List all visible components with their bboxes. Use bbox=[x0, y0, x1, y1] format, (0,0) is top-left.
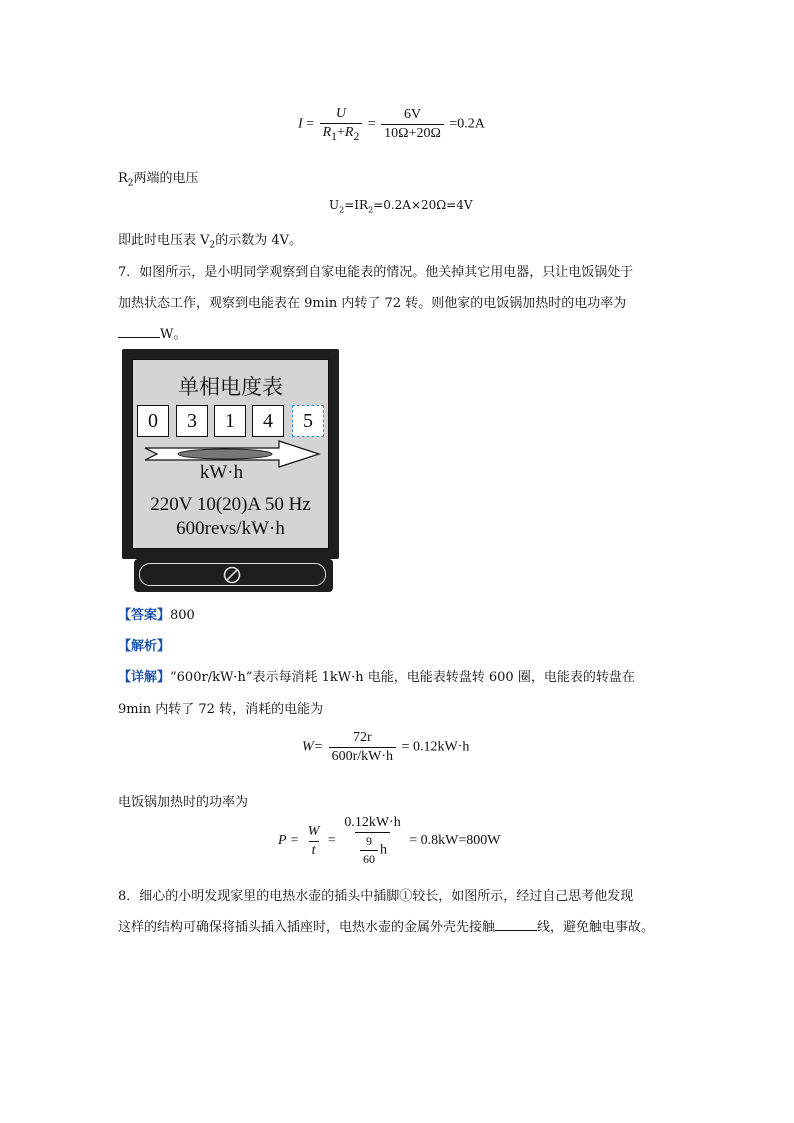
meter-digit: 1 bbox=[214, 405, 246, 437]
no-symbol-icon bbox=[222, 565, 242, 585]
r2-voltage-label: $R_2$两端的电压 bbox=[118, 171, 199, 189]
detail-line-2: 9min 内转了 72 转，消耗的电能为 bbox=[118, 702, 324, 717]
meter-spec-rating: 220V 10(20)A 50 Hz bbox=[150, 494, 311, 515]
energy-formula: W= $\frac{72r}{600r/kW\cdot h}$ = 0.12kW·h bbox=[302, 730, 470, 764]
question-8-line-1: 8．细心的小明发现家里的电热水壶的插头中插脚①较长，如图所示，经过自己思考他发现 bbox=[118, 889, 634, 904]
meter-digit: 3 bbox=[176, 405, 208, 437]
question-8-line-2: 这样的结构可确保将插头插入插座时，电热水壶的金属外壳先接触 线，避免触电事故。 bbox=[118, 920, 655, 935]
answer-blank[interactable] bbox=[495, 930, 537, 931]
question-7-line-3: W。 bbox=[118, 323, 186, 342]
meter-digit: 0 bbox=[137, 405, 169, 437]
analysis-tag: 【解析】 bbox=[118, 639, 171, 654]
question-7-line-1: 7．如图所示，是小明同学观察到自家电能表的情况。他关掉其它用电器，只让电饭锅处于 bbox=[118, 265, 634, 280]
meter-spec-revs: 600revs/kW·h bbox=[176, 518, 285, 539]
meter-digit-decimal: 5 bbox=[292, 405, 324, 437]
detail-tag: 【详解】 bbox=[118, 670, 171, 685]
detail-line-1: 【详解】“600r/kW·h”表示每消耗 1kW·h 电能，电能表转盘转 600 圈，电能表的转盘在 bbox=[118, 670, 635, 685]
u2-equation: $U_2=IR_2=0.2A\times 20\Omega=4V$ bbox=[329, 198, 473, 215]
answer-blank[interactable] bbox=[118, 337, 160, 338]
meter-digit: 4 bbox=[252, 405, 284, 437]
answer-tag: 【答案】 bbox=[118, 608, 171, 623]
current-formula: I = $\frac{U}{R_1+R_2}$ = $\frac{6V}{10\Omega+20\Omega}$ =0.2A bbox=[298, 106, 485, 143]
fraction-u-over-r: $\frac{U}{R_1+R_2}$ bbox=[320, 106, 363, 143]
meter-unit: kW·h bbox=[199, 462, 244, 483]
power-formula: P = $\frac{W}{t}$ = 0.12kW·h $\frac{9}{60}$ h = 0.8kW=800W bbox=[278, 815, 501, 866]
answer-line bbox=[118, 604, 195, 623]
meter-title: 单相电度表 bbox=[178, 375, 283, 399]
question-7-line-2: 加热状态工作，观察到电能表在 9min 内转了 72 转。则他家的电饭锅加热时的电功率为 bbox=[118, 296, 627, 311]
v2-reading-line: 即此时电压表 $V_2$的示数为 4V。 bbox=[118, 233, 303, 251]
answer-value: 800 bbox=[170, 608, 195, 623]
power-label: 电饭锅加热时的功率为 bbox=[118, 795, 249, 810]
fraction-values: $\frac{6V}{10\Omega+20\Omega}$ bbox=[381, 107, 444, 142]
